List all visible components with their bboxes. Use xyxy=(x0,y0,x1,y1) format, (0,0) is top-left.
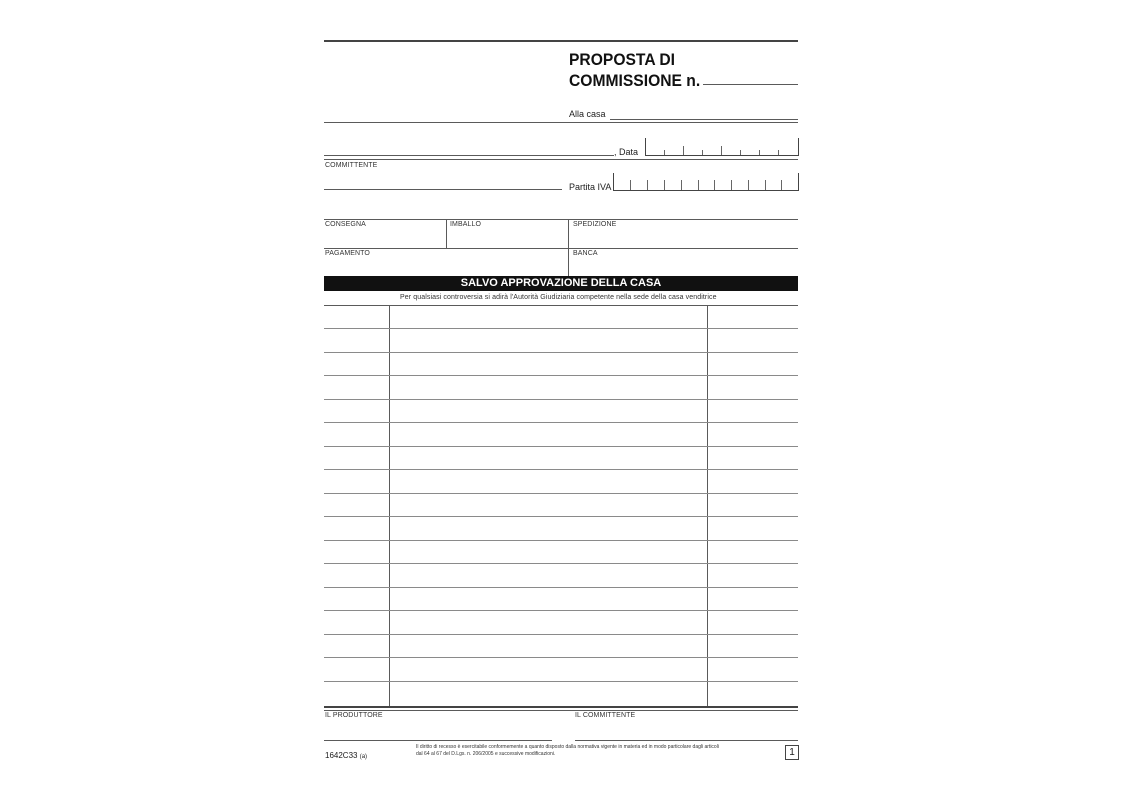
committente-signature-line[interactable] xyxy=(575,740,798,741)
table-row-rule xyxy=(324,587,798,588)
table-row-rule xyxy=(324,328,798,329)
iva-tick xyxy=(698,180,699,190)
committente-top-rule xyxy=(324,159,798,160)
product-code-suffix: (a) xyxy=(359,754,368,760)
iva-tick xyxy=(781,180,782,190)
jurisdiction-note: Per qualsiasi controversia si adirà l'Autorità Giudiziaria competente nella sede della casa venditrice xyxy=(400,294,717,301)
date-tick xyxy=(702,150,703,155)
iva-tick xyxy=(630,180,631,190)
committente-label: COMMITTENTE xyxy=(325,162,378,169)
form-title-line2: COMMISSIONE n. xyxy=(569,71,701,90)
commission-number-field[interactable] xyxy=(703,84,798,85)
form-title-line1: PROPOSTA DI xyxy=(569,50,676,69)
withdrawal-note-line2: dal 64 al 67 del D.Lgs. n. 206/2005 e successive modificazioni. xyxy=(416,751,556,757)
table-row-rule xyxy=(324,422,798,423)
address-line-1[interactable] xyxy=(324,122,798,123)
shipping-top-rule xyxy=(324,219,798,220)
committente-sign-label: IL COMMITTENTE xyxy=(575,712,636,719)
consegna-label: CONSEGNA xyxy=(325,221,366,228)
table-row-rule xyxy=(324,446,798,447)
banca-label: BANCA xyxy=(573,250,598,257)
table-row-rule xyxy=(324,352,798,353)
partita-iva-label: Partita IVA xyxy=(569,182,612,192)
top-rule xyxy=(324,40,798,42)
iva-tick xyxy=(765,180,766,190)
iva-tick xyxy=(731,180,732,190)
shipping-mid-rule xyxy=(324,248,798,249)
date-tick xyxy=(740,150,741,155)
iva-tick xyxy=(714,180,715,190)
iva-tick xyxy=(664,180,665,190)
table-bottom-rule-2 xyxy=(324,710,798,711)
date-tick xyxy=(778,150,779,155)
date-tick xyxy=(683,146,684,155)
iva-tick xyxy=(748,180,749,190)
data-label: , Data xyxy=(614,147,639,157)
approval-banner: SALVO APPROVAZIONE DELLA CASA xyxy=(324,276,798,291)
consegna-divider xyxy=(446,219,447,248)
alla-casa-label: Alla casa xyxy=(569,109,606,119)
table-row-rule xyxy=(324,681,798,682)
imballo-label: IMBALLO xyxy=(450,221,482,228)
table-row-rule xyxy=(324,375,798,376)
produttore-signature-line[interactable] xyxy=(324,740,552,741)
table-row-rule xyxy=(324,493,798,494)
table-bottom-rule xyxy=(324,706,798,708)
table-row-rule xyxy=(324,540,798,541)
table-row-rule xyxy=(324,469,798,470)
table-row-rule xyxy=(324,610,798,611)
pagamento-label: PAGAMENTO xyxy=(325,250,370,257)
table-col-divider-2 xyxy=(707,305,708,707)
spedizione-label: SPEDIZIONE xyxy=(573,221,617,228)
product-code-number: 1642C33 xyxy=(325,751,358,760)
table-col-divider-1 xyxy=(389,305,390,707)
date-tick xyxy=(721,146,722,155)
partita-iva-field[interactable] xyxy=(613,173,799,191)
product-code xyxy=(325,752,367,760)
withdrawal-note-line1: Il diritto di recesso è esercitabile conformemente a quanto disposto dalla normativa vigente in materia ed in modo particolare dagli articoli xyxy=(416,744,719,750)
table-row-rule xyxy=(324,399,798,400)
table-row-rule xyxy=(324,657,798,658)
table-row-rule xyxy=(324,634,798,635)
committente-field-line[interactable] xyxy=(324,189,562,190)
produttore-label: IL PRODUTTORE xyxy=(325,712,383,719)
date-tick xyxy=(759,150,760,155)
iva-tick xyxy=(647,180,648,190)
address-line-2[interactable] xyxy=(324,155,614,156)
data-date-field[interactable] xyxy=(645,138,799,156)
page-number: 1 xyxy=(785,745,799,760)
table-row-rule xyxy=(324,563,798,564)
table-top-rule xyxy=(324,305,798,306)
alla-casa-field-line[interactable] xyxy=(610,119,798,120)
iva-tick xyxy=(681,180,682,190)
date-tick xyxy=(664,150,665,155)
table-row-rule xyxy=(324,516,798,517)
